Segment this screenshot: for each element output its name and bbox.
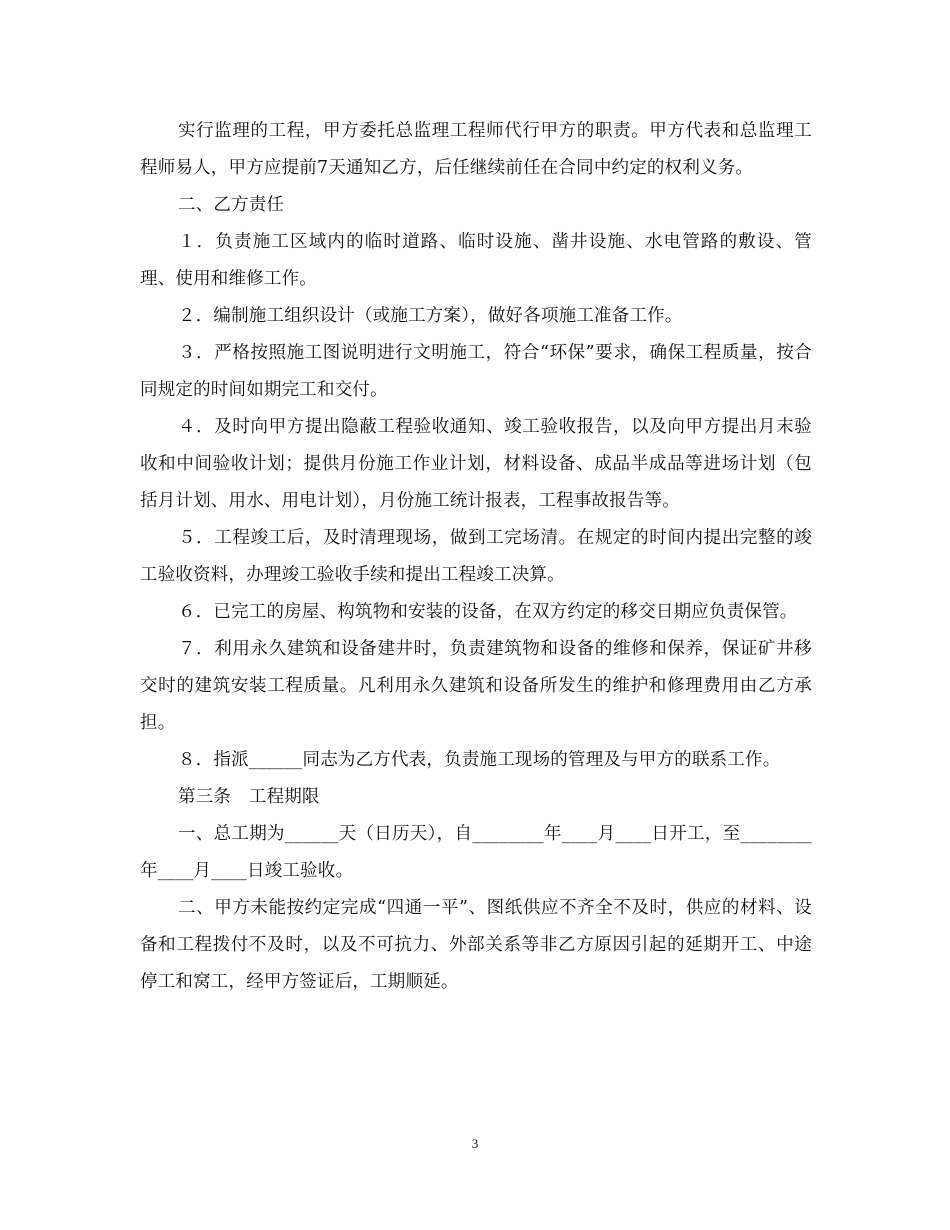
paragraph-item-4: ４．及时向甲方提出隐蔽工程验收通知、竣工验收报告，以及向甲方提出月末验收和中间验收计划；提供月份施工作业计划，材料设备、成品半成品等进场计划（包括月计划、用水、用电计划），月份施工统计报表，工程事故报告等。	[140, 417, 812, 511]
paragraph-supervision: 实行监理的工程，甲方委托总监理工程师代行甲方的职责。甲方代表和总监理工程师易人，甲方应提前7天通知乙方，后任继续前任在合同中约定的权利义务。	[140, 121, 812, 178]
document-body	[140, 113, 812, 1001]
paragraph-item-8: ８．指派______同志为乙方代表，负责施工现场的管理及与甲方的联系工作。	[178, 750, 781, 770]
article-heading-construction-period: 第三条 工程期限	[178, 787, 320, 807]
paragraph-item-7: ７．利用永久建筑和设备建井时，负责建筑物和设备的维修和保养，保证矿井移交时的建筑安装工程质量。凡利用永久建筑和设备所发生的维护和修理费用由乙方承担。	[140, 639, 812, 733]
paragraph-delay-extension: 二、甲方未能按约定完成“四通一平”、图纸供应不齐全不及时，供应的材料、设备和工程拨付不及时，以及不可抗力、外部关系等非乙方原因引起的延期开工、中途停工和窝工，经甲方签证后，工期顺延。	[140, 898, 812, 992]
paragraph-item-2: ２．编制施工组织设计（或施工方案），做好各项施工准备工作。	[178, 306, 683, 326]
section-heading-party-b-responsibility: 二、乙方责任	[178, 195, 285, 215]
paragraph-total-duration: 一、总工期为______天（日历天），自________年____月____日开工，至________年____月____日竣工验收。	[140, 824, 812, 881]
page-number: 3	[471, 1136, 479, 1151]
paragraph-item-1: １．负责施工区域内的临时道路、临时设施、凿井设施、水电管路的敷设、管理、使用和维修工作。	[140, 232, 812, 289]
paragraph-item-5: ５．工程竣工后，及时清理现场，做到工完场清。在规定的时间内提出完整的竣工验收资料，办理竣工验收手续和提出工程竣工决算。	[140, 528, 812, 585]
paragraph-item-6: ６．已完工的房屋、构筑物和安装的设备，在双方约定的移交日期应负责保管。	[178, 602, 798, 622]
paragraph-item-3: ３．严格按照施工图说明进行文明施工，符合“环保”要求，确保工程质量，按合同规定的时间如期完工和交付。	[140, 343, 812, 400]
